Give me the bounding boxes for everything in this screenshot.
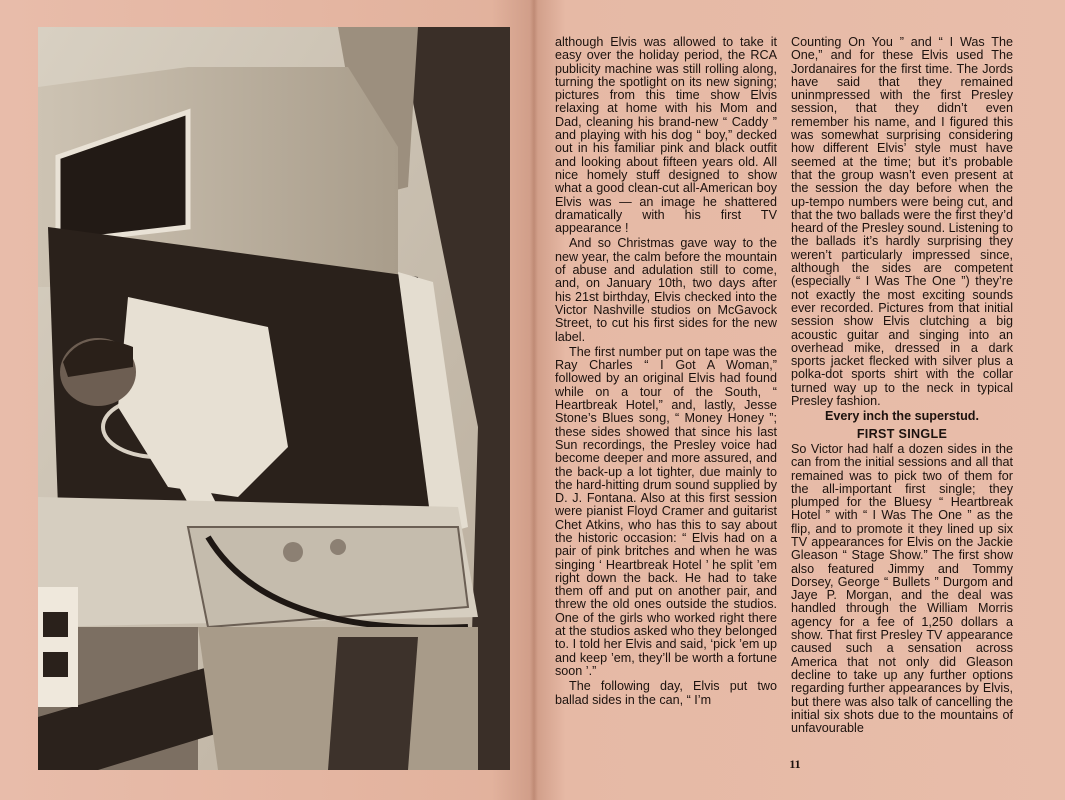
page-gutter xyxy=(530,0,538,800)
paragraph: The following day, Elvis put two ballad sides in the can, “ I’m xyxy=(555,679,777,707)
paragraph: So Victor had half a dozen sides in the can from the initial sessions and all that remained was to pick two of them for the all-important first single; they plumped for the Bluesy “ Heartbreak Hotel ” with “ I Was The One ” as the flip, and to promote it they lined up six TV appearances for Elvis on the Jackie Gleason “ Stage Show.” The first show also featured Jimmy and Tommy Dorsey, George “ Bullets ” Durgom and Jaye P. Morgan, and the deal was handled through the William Morris agency for a fee of 1,250 dollars a show. That first Presley TV appearance caused such a sensation across America that not only did Gleason decline to take up any further options regarding further appearances by Elvis, but there was also talk of cancelling the initial six shots due to the mountains of unfavourable xyxy=(791,441,1013,736)
tagline: Every inch the superstud. xyxy=(825,409,979,424)
paragraph: The first number put on tape was the Ray Charles “ I Got A Woman,” followed by an original Elvis had found while on a tour of the South, “ Heartbreak Hotel,” and, lastly, Jesse Stone’s Blues song, “ Money Honey ”; these sides showed that since his last Sun recordings, the Presley voice had become deeper and more assured, and the back-up a lot tighter, due mainly to the hard-hitting drum sound supplied by D. J. Fontana. Also at this first session were pianist Floyd Cramer and guitarist Chet Atkins, who has this to say about the historic occasion: “ Elvis had on a pair of pink britches and when he was singing ‘ Heartbreak Hotel ’ he split ’em right down the back. He had to take them off and put on another pair, and threw the old ones outside the studios. One of the girls who worked right there at the studios asked who they belonged to. I told her Elvis and said, ‘pick ’em up and keep ’em, they’ll be worth a fortune soon ’.” xyxy=(555,344,777,678)
section-heading: FIRST SINGLE xyxy=(856,426,948,441)
article-column-2 xyxy=(791,36,1013,735)
page-number: 11 xyxy=(789,757,801,771)
elvis-car-photo xyxy=(38,27,510,770)
article-column-1 xyxy=(555,36,777,707)
paragraph: And so Christmas gave way to the new year, the calm before the mountain of abuse and adulation still to come, and, on January 10th, two days after his 21st birthday, Elvis checked into the Victor Nashville studios on McGavock Street, to cut his first sides for the new label. xyxy=(555,236,777,344)
paragraph: Counting On You ” and “ I Was The One,” and for these Elvis used The Jordanaires for the first time. The Jords have said that they remained uninmpressed with the first Presley session, that they didn’t even remember his name, and I figured this was somewhat surprising considering how different Elvis’ style must have seemed at the time; but it’s probable that the group wasn’t even present at the session the day before when the up-tempo numbers were being cut, and that the two ballads were the first they’d heard of the Presley sound. Listening to the ballads it’s hardly surprising they weren’t particularly impressed since, although the sides are competent (especially “ I Was The One ”) they’re not exactly the most exciting sounds ever recorded. Pictures from that initial session show Elvis clutching a big acoustic guitar and singing into an overhead mike, dressed in a dark sports jacket flecked with silver plus a polka-dot sports shirt with the collar turned way up to the neck in typical Presley fashion. xyxy=(791,35,1013,409)
photo-icon xyxy=(38,27,510,770)
paragraph: although Elvis was allowed to take it easy over the holiday period, the RCA publicity machine was still rolling along, turning the spotlight on its new signing; pictures from this time show Elvis relaxing at home with his Mom and Dad, cleaning his brand-new “ Caddy ” and playing with his dog “ boy,” decked out in his familiar pink and black outfit and looking about fifteen years old. All nice homely stuff designed to show what a good clean-cut all-American boy Elvis was — an image he shattered dramatically with his first TV appearance ! xyxy=(555,35,777,236)
